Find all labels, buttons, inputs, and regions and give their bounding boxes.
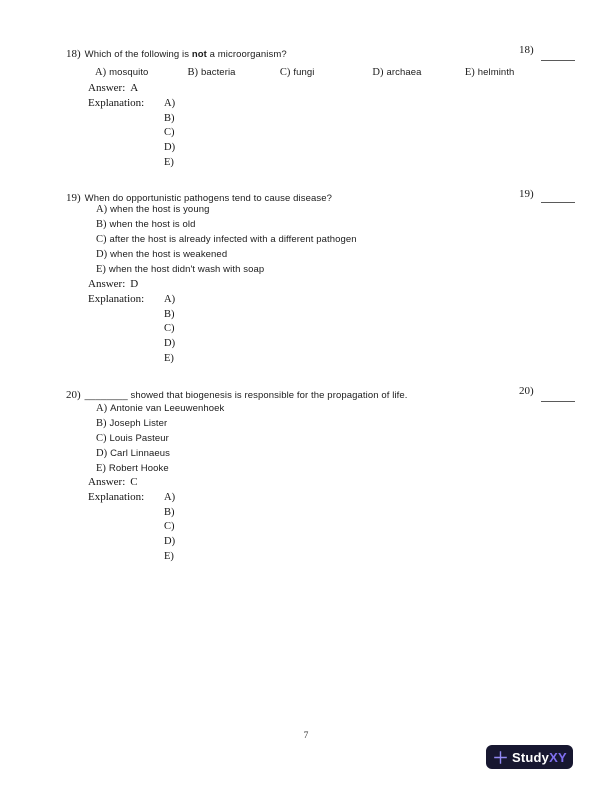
option-d: [96, 245, 357, 260]
option-e: [96, 260, 357, 275]
explanation-letters: [164, 97, 175, 170]
option-e: [96, 459, 224, 474]
option-c: [96, 429, 224, 444]
option-text: when the host is young: [110, 204, 210, 215]
explanation-letter: D): [164, 142, 176, 154]
option-text: archaea: [386, 67, 422, 78]
question-block-19: [0, 188, 612, 368]
option-letter: A): [96, 204, 108, 215]
option-text: fungi: [293, 67, 315, 78]
answer-value: C: [130, 476, 138, 488]
explanation-letters: [164, 293, 175, 366]
answer-row: [88, 476, 138, 488]
answer-label: Answer:: [88, 278, 126, 290]
options-list: [96, 200, 357, 275]
explanation-letter: B): [164, 308, 175, 320]
option-letter: D): [372, 67, 384, 78]
explanation-letter: D): [164, 536, 176, 548]
option-text: helminth: [477, 67, 515, 78]
option-letter: B): [187, 67, 198, 78]
question-block-18: [0, 44, 612, 174]
option-c: [96, 230, 357, 245]
option-text: when the host didn't wash with soap: [108, 264, 265, 275]
explanation-letter: E): [164, 550, 174, 562]
explanation-letter: C): [164, 127, 175, 139]
option-letter: A): [96, 403, 108, 414]
question-number: 20): [66, 389, 81, 401]
explanation-letter: C): [164, 521, 175, 533]
answer-row: [88, 82, 138, 94]
brand-logo-text: [512, 750, 567, 765]
option-d: [96, 444, 224, 459]
stem-text: ________ showed that biogenesis is responsible for the propagation of life.: [84, 390, 408, 401]
brand-name-primary: Study: [512, 749, 550, 765]
option-text: when the host is weakened: [110, 249, 228, 260]
option-text: bacteria: [200, 67, 236, 78]
option-a: [96, 399, 224, 414]
plus-icon: [493, 750, 508, 765]
option-letter: E): [96, 264, 106, 275]
option-letter: B): [96, 219, 107, 230]
explanation-letter: C): [164, 323, 175, 335]
option-letter: E): [464, 67, 475, 78]
option-letter: C): [96, 433, 107, 444]
brand-name-accent: XY: [549, 749, 567, 765]
option-text: after the host is already infected with a different pathogen: [109, 234, 357, 245]
answer-row: [88, 278, 138, 290]
explanation-label: Explanation:: [88, 97, 145, 109]
question-number: 18): [66, 48, 81, 60]
option-letter: C): [96, 234, 107, 245]
option-text: Louis Pasteur: [109, 433, 169, 444]
option-c: [280, 62, 368, 80]
brand-badge: [486, 745, 573, 769]
options-list: [96, 399, 224, 474]
explanation-label: Explanation:: [88, 491, 145, 503]
stem-text: When do opportunistic pathogens tend to cause disease?: [84, 193, 332, 204]
answer-blank-line: [541, 201, 575, 203]
option-letter: B): [96, 418, 107, 429]
explanation-letter: A): [164, 294, 176, 305]
answer-label: Answer:: [88, 82, 126, 94]
option-letter: D): [96, 448, 108, 459]
question-ref-number: 18): [519, 44, 534, 56]
option-text: when the host is old: [109, 219, 196, 230]
option-b: [187, 62, 275, 80]
explanation-letter: A): [164, 98, 176, 109]
answer-value: A: [130, 82, 139, 94]
explanation-letter: D): [164, 338, 176, 350]
explanation-letters: [164, 491, 175, 564]
question-stem: [85, 49, 287, 60]
explanation-letter: E): [164, 156, 174, 168]
option-text: Joseph Lister: [109, 418, 168, 429]
option-a: [95, 62, 183, 80]
question-stem-row: [66, 44, 287, 62]
explanation-letter: A): [164, 492, 176, 503]
option-d: [372, 62, 460, 80]
explanation-letter: B): [164, 112, 175, 124]
option-e: [465, 62, 553, 80]
stem-text: Which of the following is: [84, 49, 192, 60]
option-letter: A): [95, 67, 107, 78]
stem-text: a microorganism?: [206, 49, 287, 60]
explanation-label: Explanation:: [88, 293, 145, 305]
answer-value: D: [130, 278, 139, 290]
answer-blank-line: [541, 400, 575, 402]
option-a: [96, 200, 357, 215]
option-b: [96, 215, 357, 230]
question-number: 19): [66, 192, 81, 204]
question-block-20: [0, 385, 612, 565]
option-text: Carl Linnaeus: [110, 448, 171, 459]
options-row: [95, 62, 553, 80]
option-text: Robert Hooke: [108, 463, 169, 474]
option-letter: E): [96, 463, 106, 474]
answer-blank-line: [541, 59, 575, 61]
answer-label: Answer:: [88, 476, 126, 488]
page-number: 7: [303, 731, 309, 741]
option-letter: D): [96, 249, 108, 260]
option-letter: C): [279, 67, 291, 78]
stem-bold-text: not: [191, 49, 207, 60]
option-text: Antonie van Leeuwenhoek: [110, 403, 225, 414]
explanation-letter: E): [164, 352, 174, 364]
question-ref-number: 20): [519, 385, 534, 397]
explanation-letter: B): [164, 506, 175, 518]
question-ref-number: 19): [519, 188, 534, 200]
option-text: mosquito: [109, 67, 149, 78]
option-b: [96, 414, 224, 429]
